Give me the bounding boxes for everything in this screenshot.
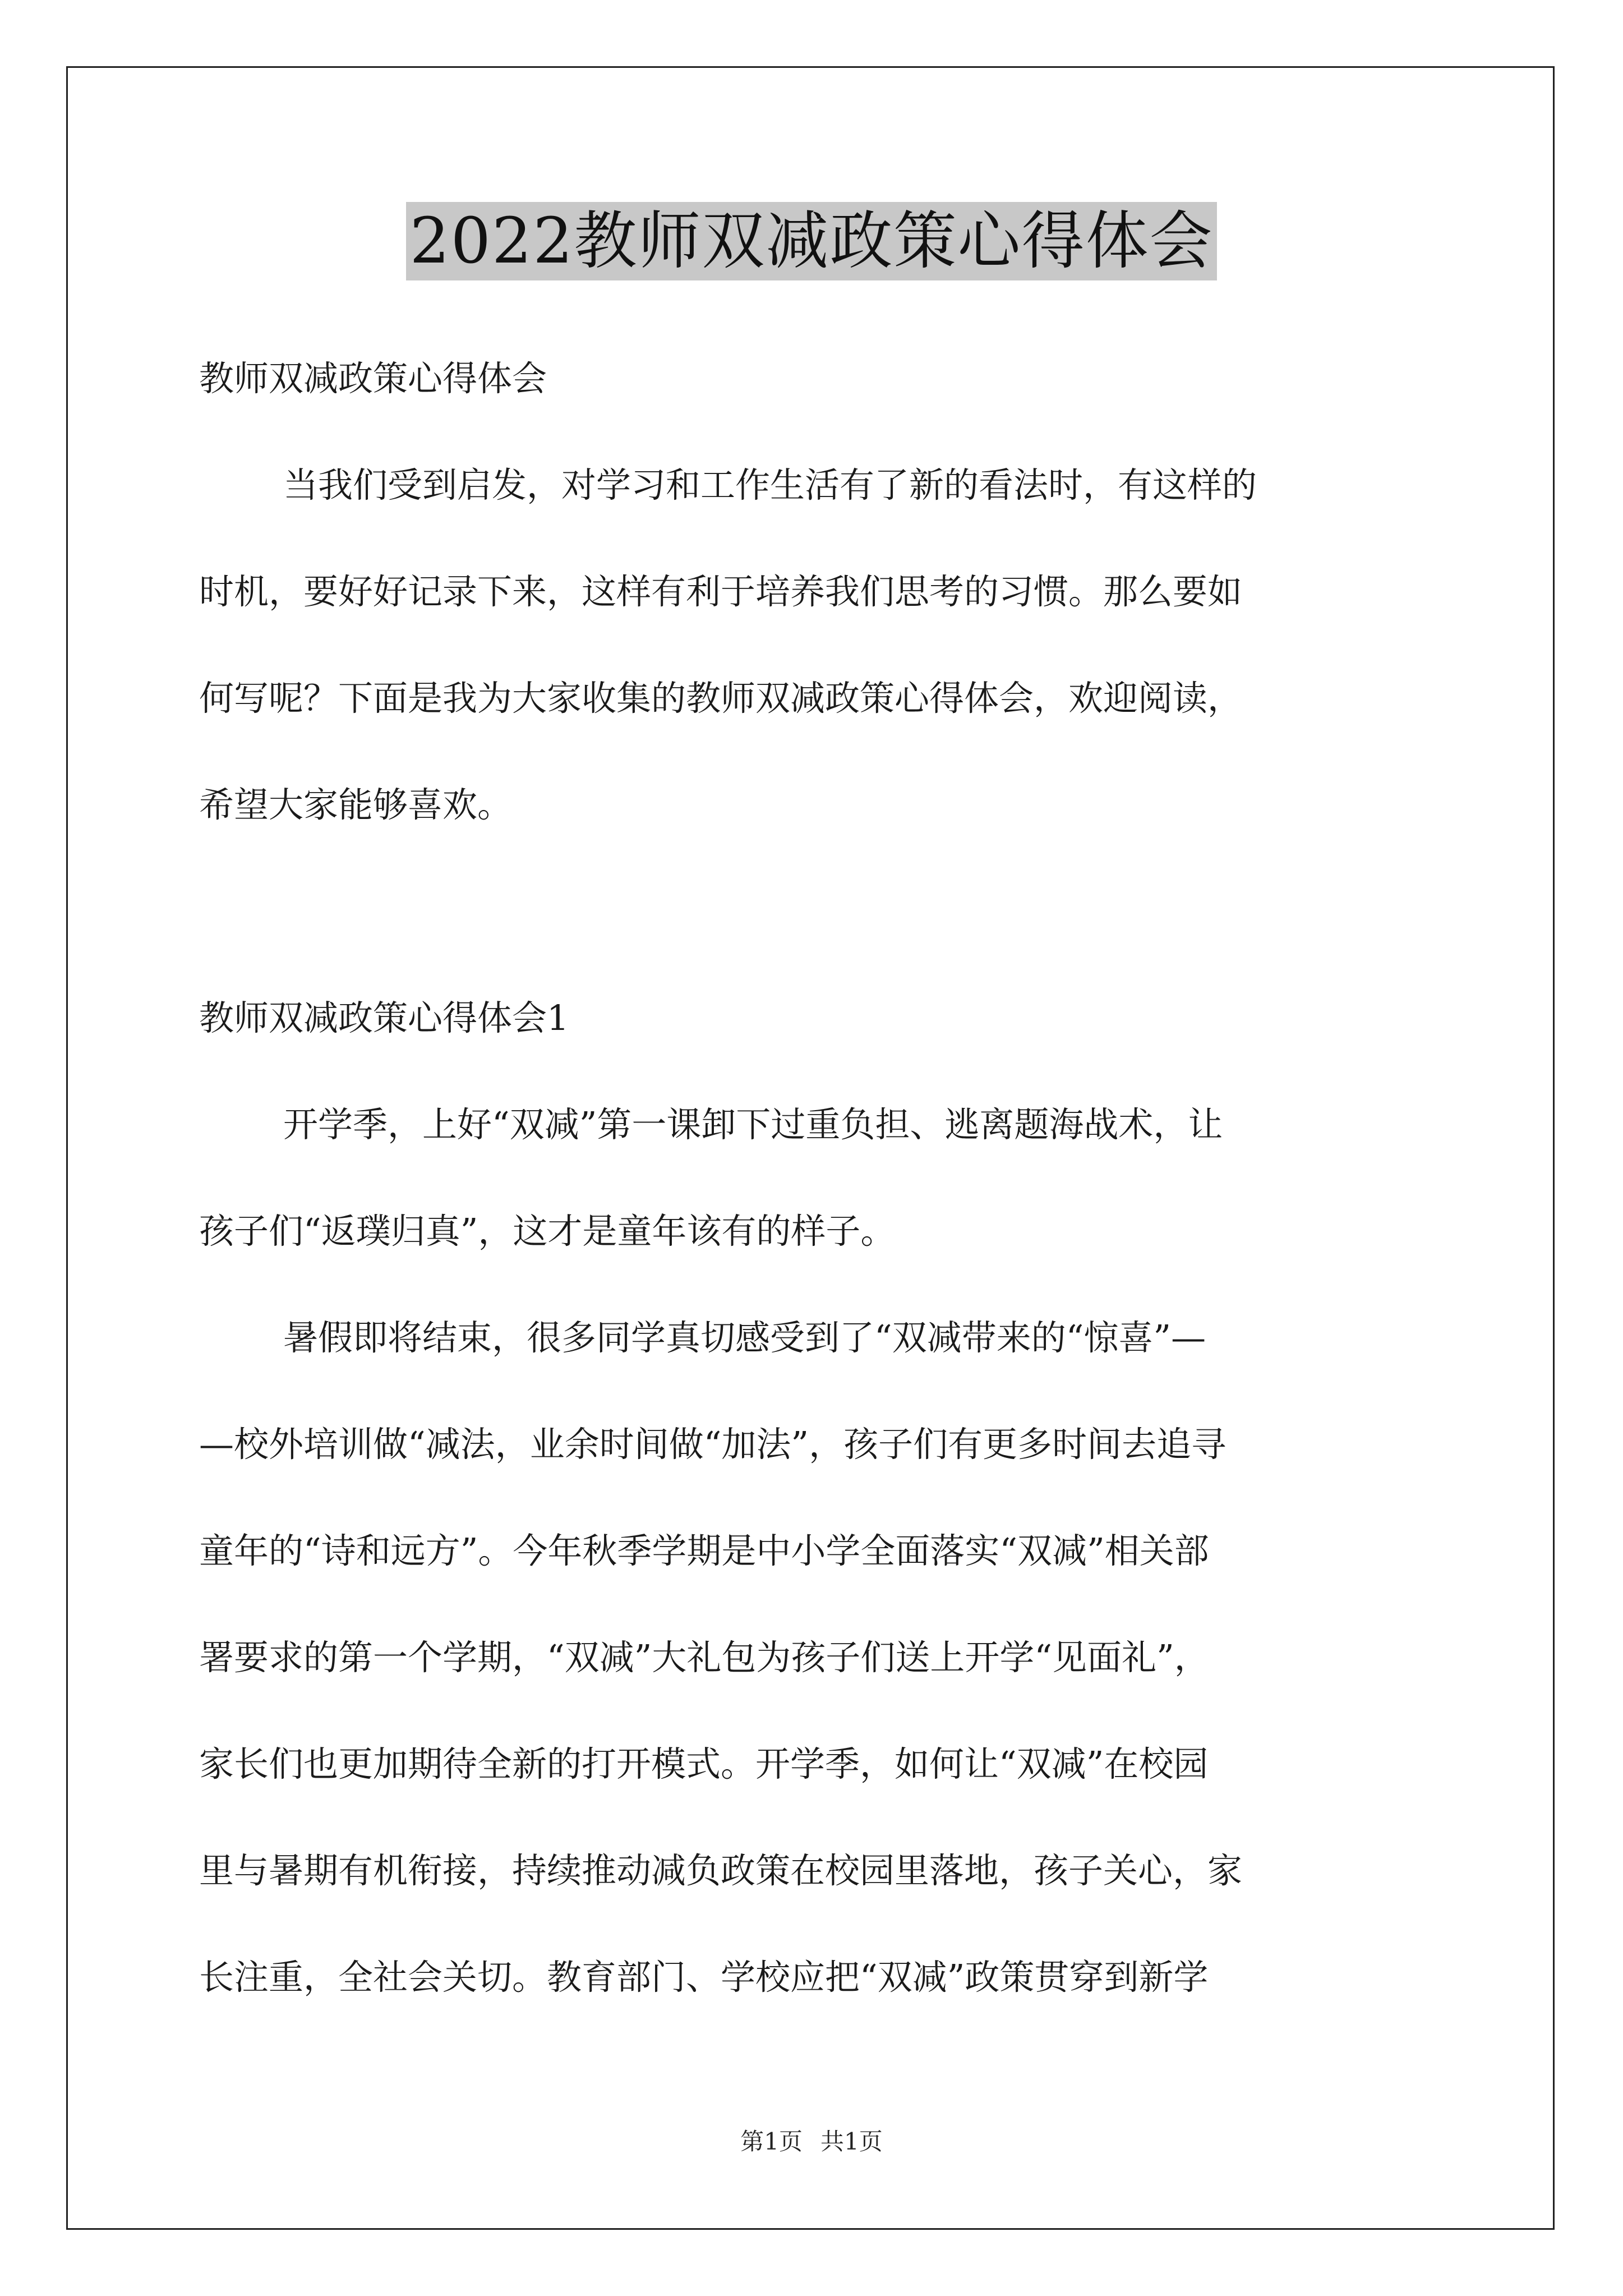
intro-line: 何写呢？下面是我为大家收集的教师双减政策心得体会，欢迎阅读，: [199, 678, 1243, 719]
page-footer: [0, 2125, 1623, 2159]
intro-line: 希望大家能够喜欢。: [199, 784, 513, 825]
page-number-current: 第1页: [740, 2128, 803, 2155]
intro-line: 时机，要好好记录下来，这样有利于培养我们思考的习惯。那么要如: [199, 571, 1243, 612]
page-number-total: 共1页: [820, 2128, 883, 2155]
paragraph-line: 暑假即将结束，很多同学真切感受到了“双减带来的“惊喜”—: [283, 1317, 1206, 1358]
paragraph-line: 里与暑期有机衔接，持续推动减负政策在校园里落地，孩子关心，家: [199, 1850, 1243, 1891]
paragraph-line: 童年的“诗和远方”。今年秋季学期是中小学全面落实“双减”相关部: [199, 1530, 1209, 1571]
section-heading: 教师双减政策心得体会1: [199, 997, 569, 1038]
document-title: 2022教师双减政策心得体会: [406, 202, 1216, 280]
paragraph-line: 开学季，上好“双减”第一课卸下过重负担、逃离题海战术，让: [283, 1104, 1223, 1145]
subtitle: 教师双减政策心得体会: [199, 358, 547, 399]
paragraph-line: 孩子们“返璞归真”，这才是童年该有的样子。: [199, 1211, 896, 1251]
paragraph-line: 署要求的第一个学期，“双减”大礼包为孩子们送上开学“见面礼”，: [199, 1637, 1209, 1678]
paragraph-line: 长注重，全社会关切。教育部门、学校应把“双减”政策贯穿到新学: [199, 1957, 1209, 1998]
paragraph-line: 家长们也更加期待全新的打开模式。开学季，如何让“双减”在校园: [199, 1743, 1209, 1784]
paragraph-line: —校外培训做“减法，业余时间做“加法”，孩子们有更多时间去追寻: [199, 1424, 1227, 1465]
title-block: [0, 202, 1623, 280]
intro-line: 当我们受到启发，对学习和工作生活有了新的看法时，有这样的: [283, 464, 1257, 505]
